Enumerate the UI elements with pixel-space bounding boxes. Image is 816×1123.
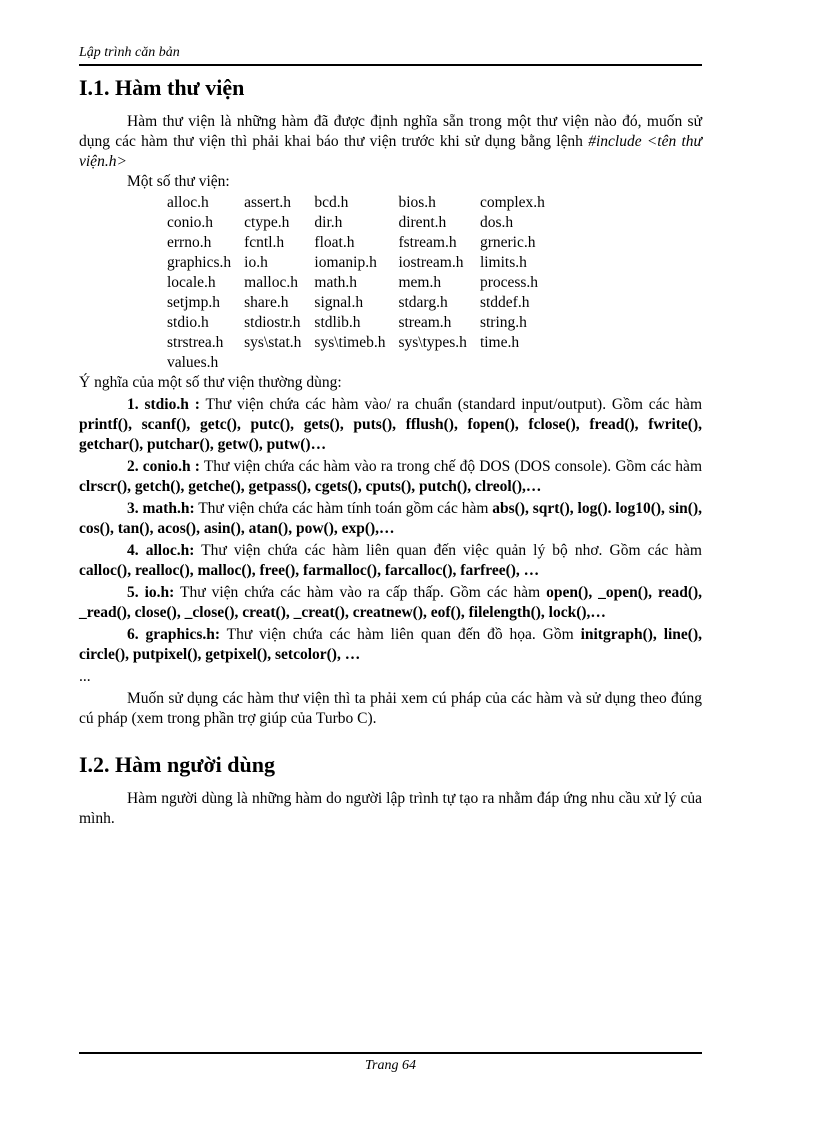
library-name: sys\stat.h [244,334,302,351]
library-title: 6. graphics.h: [127,626,221,643]
library-name: conio.h [167,214,214,231]
library-name: stddef.h [479,294,530,311]
library-name: share.h [244,294,289,311]
library-name: bcd.h [314,194,349,211]
library-name: dirent.h [398,214,447,231]
library-name: dir.h [314,214,343,231]
library-name [398,353,479,373]
page-footer: Trang 64 [79,1052,702,1074]
library-name: sys\timeb.h [314,334,386,351]
library-name: signal.h [314,294,364,311]
library-name: values.h [167,354,219,371]
library-name: fstream.h [398,234,457,251]
library-desc: Thư viện chứa các hàm vào/ ra chuẩn (standard input/output). Gồm các hàm [199,396,702,413]
section-heading-library-functions: I.1. Hàm thư viện [79,75,245,100]
library-name [244,353,314,373]
library-name: grneric.h [479,234,536,251]
library-name: float.h [314,234,355,251]
library-row [167,233,558,253]
library-intro-paragraph [79,112,702,172]
library-name: complex.h [479,194,545,211]
include-syntax: #include <tên thư viện.h> [79,133,703,170]
library-name: iomanip.h [314,254,377,271]
ellipsis: ... [79,668,91,685]
library-name: graphics.h [167,254,232,271]
meaning-intro: Ý nghĩa của một số thư viện thường dùng: [79,374,342,391]
library-desc: Thư viện chứa các hàm tính toán gồm các hàm [194,500,493,517]
library-list-table [167,193,558,373]
section-heading-user-functions: I.2. Hàm người dùng [79,752,275,777]
library-intro-text: Hàm thư viện là những hàm đã được định nghĩa sẵn trong một thư viện nào đó, muốn sử dụng các hàm thư viện thì phải khai báo thư viện trước khi sử dụng bằng lệnh [79,113,702,150]
library-name [480,353,558,373]
library-name: errno.h [167,234,212,251]
library-description-item [79,541,702,581]
library-description-item [79,583,702,623]
library-row [167,273,558,293]
library-name: dos.h [479,214,514,231]
library-desc: Thư viện chứa các hàm liên quan đến việc quản lý bộ nhơ. Gồm các hàm [194,542,702,559]
library-title: 3. math.h: [127,500,195,517]
library-name: iostream.h [398,254,464,271]
library-row [167,193,558,213]
library-description-item [79,395,702,455]
library-name: stdio.h [167,314,209,331]
library-name: io.h [244,254,268,271]
library-name: string.h [479,314,527,331]
library-row [167,333,558,353]
library-name [314,353,398,373]
library-name: stream.h [398,314,452,331]
library-name: time.h [479,334,520,351]
library-name: process.h [479,274,539,291]
library-functions: initgraph(), line(), circle(), putpixel(), getpixel(), setcolor(), … [79,626,703,663]
page-content [79,44,702,829]
library-name: fcntl.h [244,234,285,251]
running-header: Lập trình căn bản [79,44,702,66]
library-name: assert.h [244,194,292,211]
library-name: stdiostr.h [244,314,301,331]
library-description-item [79,499,702,539]
library-name: limits.h [479,254,527,271]
closing-paragraph: Muốn sử dụng các hàm thư viện thì ta phải xem cú pháp của các hàm và sử dụng theo đúng cú pháp (xem trong phần trợ giúp của Turbo C). [79,690,702,727]
library-desc: Thư viện chứa các hàm vào ra cấp thấp. Gồm các hàm [174,584,547,601]
library-functions: open(), _open(), read(), _read(), close(), _close(), creat(), _creat(), creatnew(), eof(), filelength(), lock(),… [79,584,703,621]
library-functions: clrscr(), getch(), getche(), getpass(), cgets(), cputs(), putch(), clreol(),… [79,478,542,495]
library-functions: printf(), scanf(), getc(), putc(), gets(), puts(), fflush(), fopen(), fclose(), fread(), fwrite(), getchar(), putchar(), getw(), putw()… [79,416,702,453]
library-description-item [79,625,702,665]
library-description-item [79,457,702,497]
library-name: bios.h [398,194,436,211]
library-desc: Thư viện chứa các hàm vào ra trong chế độ DOS (DOS console). Gồm các hàm [199,458,702,475]
library-name: sys\types.h [398,334,467,351]
library-name: ctype.h [244,214,290,231]
library-desc: Thư viện chứa các hàm liên quan đến đồ họa. Gồm [220,626,581,643]
library-title: 5. io.h: [127,584,175,601]
library-title: 1. stdio.h : [127,396,200,413]
library-name: stdarg.h [398,294,448,311]
library-functions: calloc(), realloc(), malloc(), free(), farmalloc(), farcalloc(), farfree(), … [79,562,540,579]
library-descriptions [79,395,702,665]
library-name: alloc.h [167,194,209,211]
library-row [167,213,558,233]
library-row [167,253,558,273]
library-name: locale.h [167,274,216,291]
library-name: strstrea.h [167,334,224,351]
library-title: 4. alloc.h: [127,542,195,559]
library-title: 2. conio.h : [127,458,200,475]
library-functions: abs(), sqrt(), log(). log10(), sin(), cos(), tan(), acos(), asin(), atan(), pow(), exp(),… [79,500,702,537]
library-name: setjmp.h [167,294,220,311]
user-functions-paragraph: Hàm người dùng là những hàm do người lập trình tự tạo ra nhằm đáp ứng nhu cầu xử lý của mình. [79,790,702,827]
library-name: mem.h [398,274,442,291]
library-name: malloc.h [244,274,298,291]
library-row [167,293,558,313]
some-libraries-label: Một số thư viện: [127,173,230,190]
library-name: math.h [314,274,358,291]
library-row [167,313,558,333]
library-name: stdlib.h [314,314,361,331]
library-row [167,353,558,373]
